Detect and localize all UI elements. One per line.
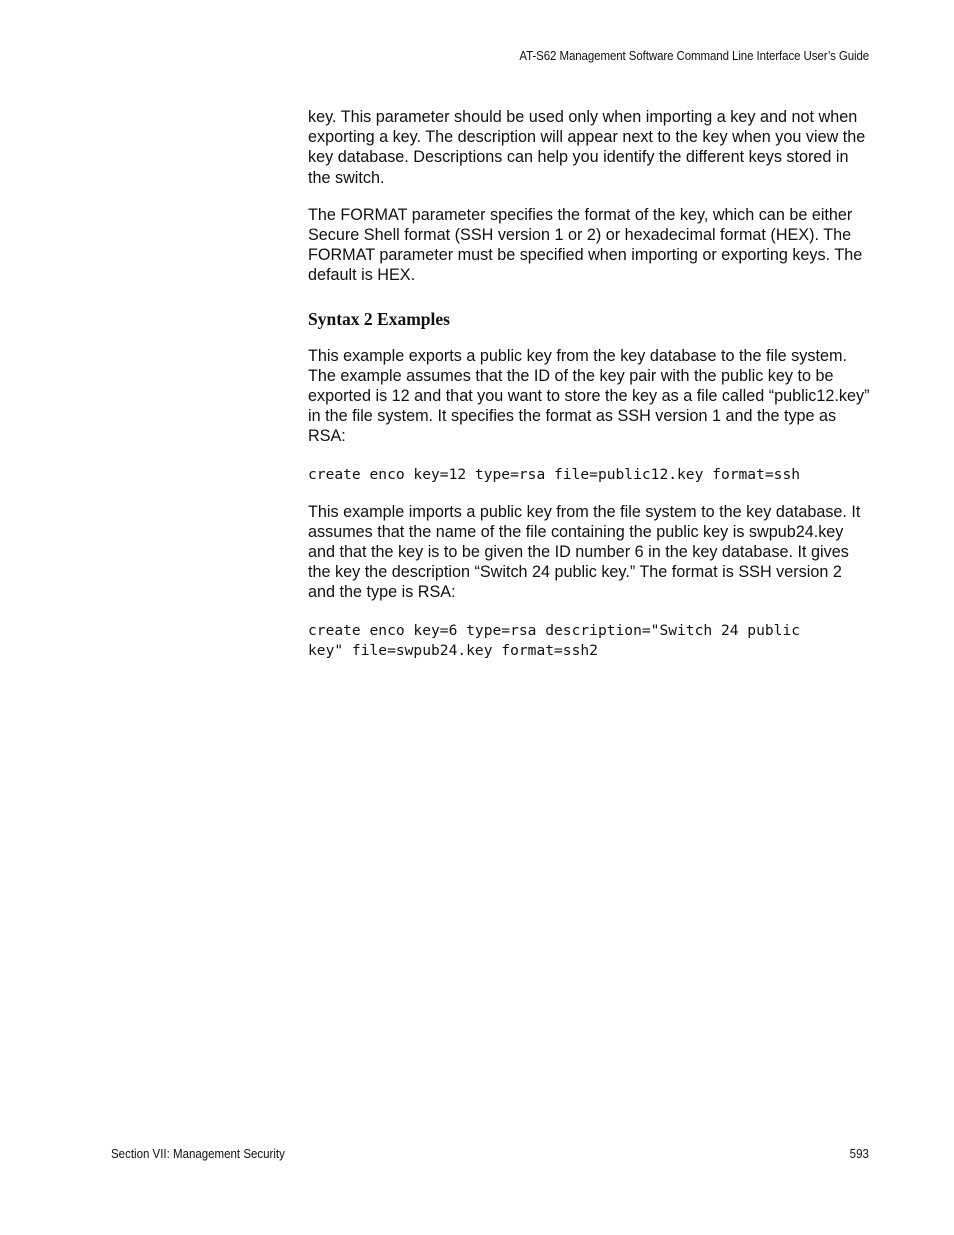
main-content [308,107,873,661]
paragraph-import-example: This example imports a public key from the file system to the key database. It assumes that the name of the file containing the public key is swpub24.key and that the key is to be given the ID number 6 in the key database. It gives the key the description “Switch 24 public key.” The format is SSH version 2 and the type is RSA: [308,502,861,602]
paragraph-description-param: key. This parameter should be used only when importing a key and not when exporting a key. The description will appear next to the key when you view the key database. Descriptions can help you identify the different keys stored in the switch. [308,108,866,187]
running-header: AT-S62 Management Software Command Line Interface User’s Guide [519,49,869,63]
section-subheading: Syntax 2 Examples [308,308,450,329]
footer-page-number: 593 [849,1147,869,1161]
code-export-command: create enco key=12 type=rsa file=public12.key format=ssh [308,465,801,483]
code-import-command: create enco key=6 type=rsa description="Switch 24 public key" file=swpub24.key format=ssh2 [308,621,801,659]
paragraph-export-example: This example exports a public key from the key database to the file system. The example assumes that the ID of the key pair with the public key to be exported is 12 and that you want to store the key as a file called “public12.key” in the file system. It specifies the format as SSH version 1 and the type as RSA: [308,346,870,446]
paragraph-format-param: The FORMAT parameter specifies the format of the key, which can be either Secure Shell format (SSH version 1 or 2) or hexadecimal format (HEX). The FORMAT parameter must be specified when importing or exporting keys. The default is HEX. [308,205,863,285]
footer-section-title: Section VII: Management Security [111,1147,285,1161]
